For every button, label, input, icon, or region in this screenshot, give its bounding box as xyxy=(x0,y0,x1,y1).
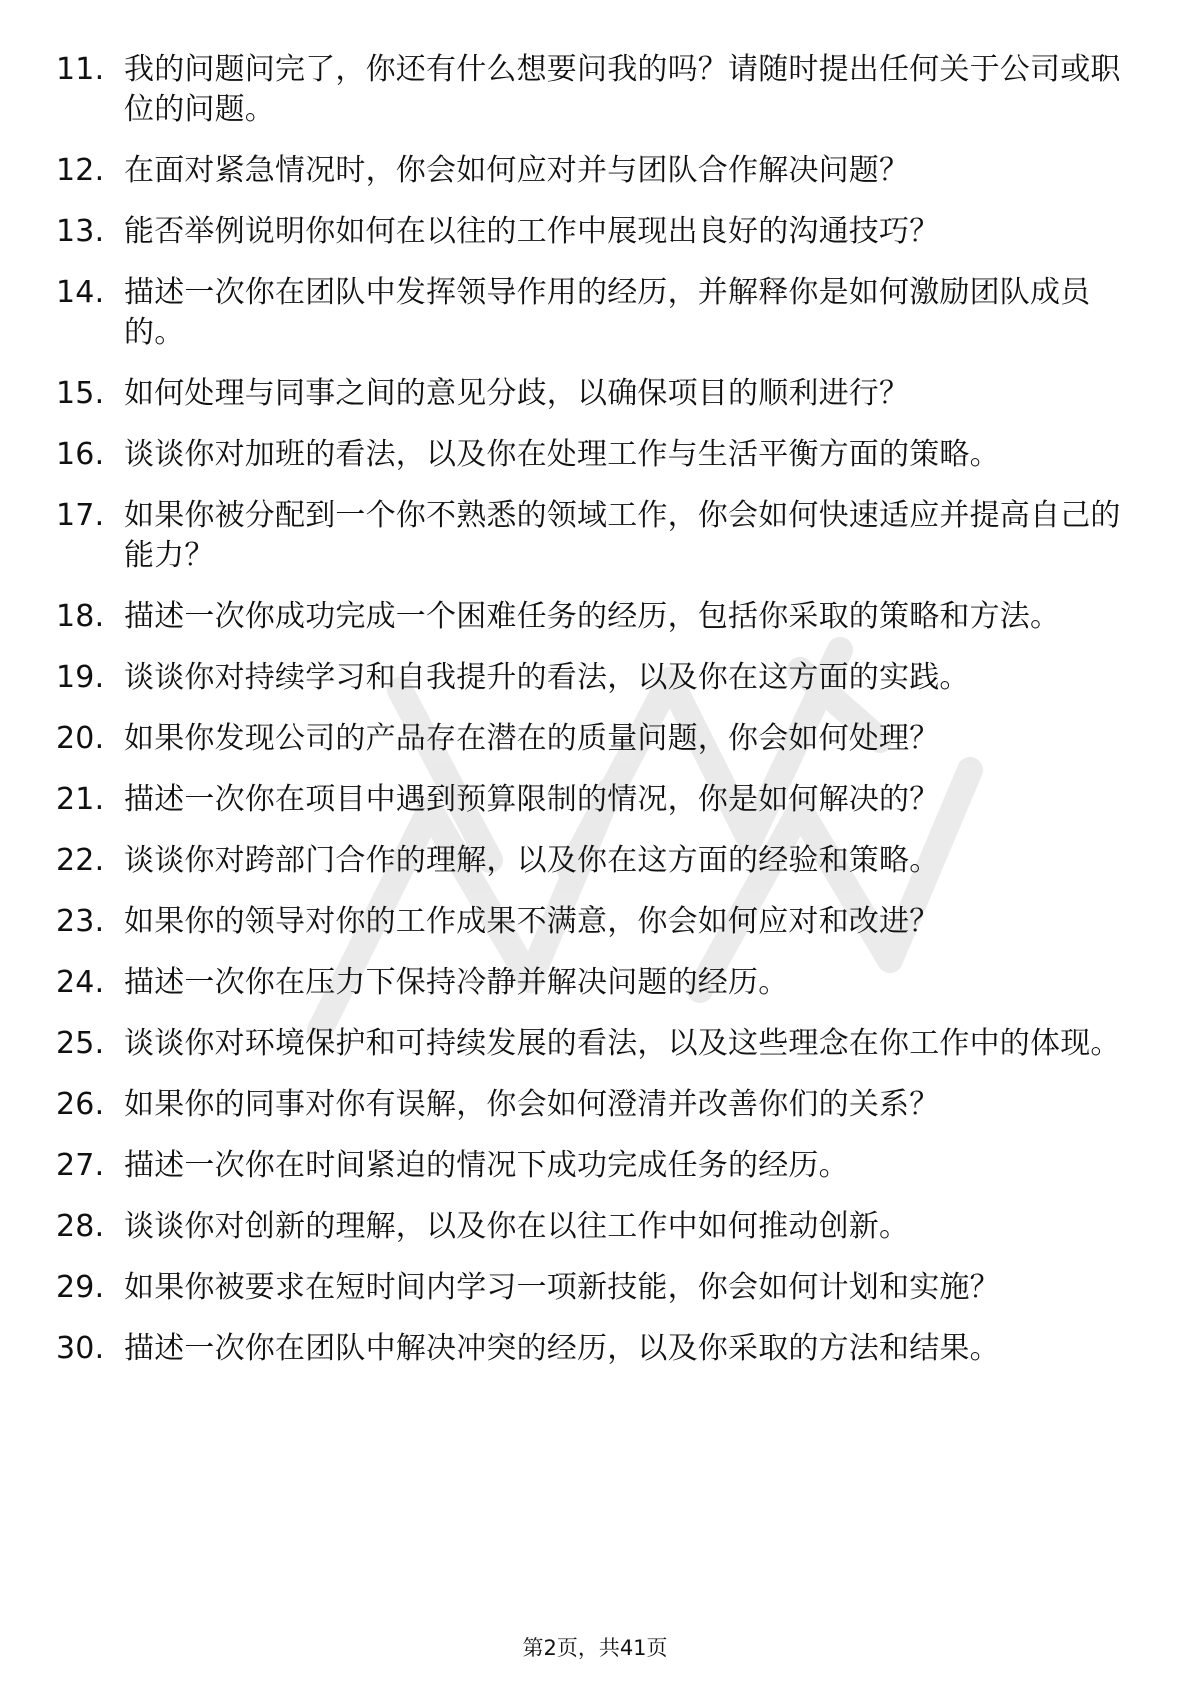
question-item xyxy=(56,1268,1136,1308)
question-item xyxy=(56,719,1136,759)
question-number: 28. xyxy=(56,1209,105,1244)
question-number: 23. xyxy=(56,904,105,939)
page-footer xyxy=(0,1634,1190,1662)
question-item xyxy=(56,50,1136,130)
question-number: 12. xyxy=(56,153,105,188)
question-number: 14. xyxy=(56,275,105,310)
question-number: 16. xyxy=(56,437,105,472)
question-text: 描述一次你在项目中遇到预算限制的情况，你是如何解决的？ xyxy=(124,782,940,817)
question-number: 20. xyxy=(56,721,105,756)
question-item xyxy=(56,1024,1136,1064)
question-item xyxy=(56,902,1136,942)
question-item xyxy=(56,496,1136,576)
question-number: 18. xyxy=(56,599,105,634)
question-list xyxy=(56,50,1136,1390)
question-number: 15. xyxy=(56,376,105,411)
question-item xyxy=(56,658,1136,698)
question-number: 13. xyxy=(56,214,105,249)
question-number: 26. xyxy=(56,1087,105,1122)
question-number: 24. xyxy=(56,965,105,1000)
question-item xyxy=(56,597,1136,637)
question-item xyxy=(56,780,1136,820)
question-text: 如果你被分配到一个你不熟悉的领域工作，你会如何快速适应并提高自己的能力？ xyxy=(124,498,1121,573)
question-text: 谈谈你对加班的看法，以及你在处理工作与生活平衡方面的策略。 xyxy=(124,437,1000,472)
question-text: 我的问题问完了，你还有什么想要问我的吗？请随时提出任何关于公司或职位的问题。 xyxy=(124,52,1121,127)
question-text: 描述一次你成功完成一个困难任务的经历，包括你采取的策略和方法。 xyxy=(124,599,1061,634)
question-text: 如果你的领导对你的工作成果不满意，你会如何应对和改进？ xyxy=(124,904,940,939)
question-number: 17. xyxy=(56,498,105,533)
question-number: 11. xyxy=(56,52,105,87)
question-item xyxy=(56,212,1136,252)
page-indicator: 第2页，共41页 xyxy=(522,1636,668,1660)
question-item xyxy=(56,1146,1136,1186)
question-item xyxy=(56,374,1136,414)
question-text: 如果你被要求在短时间内学习一项新技能，你会如何计划和实施？ xyxy=(124,1270,1000,1305)
question-text: 谈谈你对持续学习和自我提升的看法，以及你在这方面的实践。 xyxy=(124,660,970,695)
question-item xyxy=(56,1085,1136,1125)
question-item xyxy=(56,273,1136,353)
question-text: 在面对紧急情况时，你会如何应对并与团队合作解决问题？ xyxy=(124,153,910,188)
question-number: 21. xyxy=(56,782,105,817)
question-item xyxy=(56,841,1136,881)
question-number: 30. xyxy=(56,1331,105,1366)
question-text: 描述一次你在团队中解决冲突的经历，以及你采取的方法和结果。 xyxy=(124,1331,1000,1366)
question-item xyxy=(56,1207,1136,1247)
question-text: 谈谈你对环境保护和可持续发展的看法，以及这些理念在你工作中的体现。 xyxy=(124,1026,1121,1061)
question-text: 谈谈你对创新的理解，以及你在以往工作中如何推动创新。 xyxy=(124,1209,910,1244)
question-number: 25. xyxy=(56,1026,105,1061)
question-number: 19. xyxy=(56,660,105,695)
question-text: 如果你发现公司的产品存在潜在的质量问题，你会如何处理？ xyxy=(124,721,940,756)
question-number: 22. xyxy=(56,843,105,878)
question-text: 描述一次你在压力下保持冷静并解决问题的经历。 xyxy=(124,965,789,1000)
question-item xyxy=(56,435,1136,475)
question-item xyxy=(56,1329,1136,1369)
question-text: 谈谈你对跨部门合作的理解，以及你在这方面的经验和策略。 xyxy=(124,843,940,878)
question-item xyxy=(56,151,1136,191)
question-text: 如何处理与同事之间的意见分歧，以确保项目的顺利进行？ xyxy=(124,376,910,411)
question-item xyxy=(56,963,1136,1003)
question-text: 描述一次你在时间紧迫的情况下成功完成任务的经历。 xyxy=(124,1148,849,1183)
question-number: 29. xyxy=(56,1270,105,1305)
question-number: 27. xyxy=(56,1148,105,1183)
question-text: 能否举例说明你如何在以往的工作中展现出良好的沟通技巧？ xyxy=(124,214,940,249)
question-text: 如果你的同事对你有误解，你会如何澄清并改善你们的关系？ xyxy=(124,1087,940,1122)
question-text: 描述一次你在团队中发挥领导作用的经历，并解释你是如何激励团队成员的。 xyxy=(124,275,1091,350)
